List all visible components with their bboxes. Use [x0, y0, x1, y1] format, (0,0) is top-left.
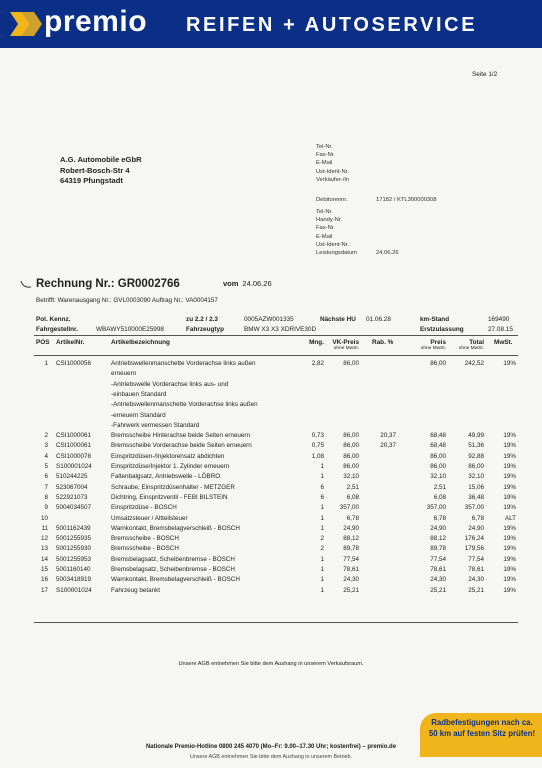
label-fax-2: Fax-Nr. — [316, 225, 336, 232]
cell-mwst: ALT — [504, 514, 516, 522]
cell-mwst: 19% — [503, 483, 516, 491]
hotline-text: Nationale Premio-Hotline 0800 245 4070 (Mo–Fr: 9.00–17.30 Uhr; kostenfrei) – premio.de — [145, 744, 397, 750]
label-ust-2: Ust-Ident-Nr. — [316, 241, 349, 248]
cell-total: 179,56 — [464, 545, 484, 553]
cell-mwst: 19% — [503, 576, 516, 584]
cell-art: 523067004 — [56, 483, 88, 491]
cell-pos: 11 — [41, 524, 48, 532]
cell-total: 36,48 — [468, 493, 484, 501]
label-ust: Ust-Ident-Nr. — [316, 168, 349, 175]
cell-vk: 86,00 — [343, 360, 359, 367]
scan-mark-icon — [20, 279, 32, 289]
label-leistungsdatum: Leistungsdatum — [316, 250, 357, 257]
col-mwst: MwSt. — [494, 339, 513, 346]
cell-total: 176,24 — [464, 535, 484, 543]
footer-agb: Unsere AGB entnehmen Sie bitte dem Aushang in unserem Betrieb. — [189, 754, 353, 760]
cell-art: CSI1000061 — [56, 442, 92, 450]
cell-vk: 357,00 — [339, 504, 359, 512]
cell-preis: 24,90 — [430, 524, 446, 532]
cell-mwst: 19% — [503, 524, 516, 532]
cell-pos: 17 — [40, 586, 48, 594]
cell-preis: 25,21 — [430, 586, 446, 594]
cell-mwst: 19% — [503, 493, 516, 501]
cell-total: 24,90 — [468, 524, 484, 532]
cell-pos: 1 — [44, 360, 48, 367]
cell-bez: Schraube, Einspritzdüsenhalter - METZGER — [111, 483, 235, 491]
table-header-rule — [34, 355, 518, 356]
cell-total: 32,10 — [468, 473, 484, 481]
cell-vk: 78,61 — [343, 566, 359, 573]
cell-pos: 8 — [44, 493, 48, 501]
invoice-date: 24.06.26 — [242, 279, 272, 288]
leistungsdatum-value: 24.06.26 — [376, 250, 399, 256]
cell-pos: 2 — [44, 432, 48, 440]
cell-preis: 77,54 — [430, 555, 446, 563]
cell-preis: 89,78 — [430, 545, 446, 553]
cell-mng: 6 — [320, 483, 324, 491]
label-verkaeufer: Verkäufer-/In — [316, 176, 350, 183]
brand-tagline: REIFEN + AUTOSERVICE — [186, 14, 478, 36]
cell-mwst: 19% — [503, 586, 516, 594]
cell-art: CSI1000078 — [56, 452, 92, 460]
cell-mng: 1 — [320, 504, 324, 512]
cell-art: 5001162439 — [56, 524, 91, 532]
cell-pos: 5 — [44, 463, 48, 470]
cell-bez: Einspritzdüse - BOSCH — [111, 504, 177, 512]
cell-mng: 1 — [320, 463, 324, 470]
cell-mng: 1 — [320, 586, 324, 594]
hu-label: Nächste HU — [320, 316, 356, 323]
cell-total: 6,78 — [471, 514, 484, 522]
cell-preis: 68,48 — [430, 432, 446, 440]
cell-preis: 32,10 — [430, 473, 446, 481]
cell-mwst: 19% — [503, 452, 516, 460]
cell-mwst: 19% — [503, 473, 516, 481]
cell-art: 510244225 — [56, 473, 88, 481]
cell-vk: 88,12 — [343, 535, 359, 543]
cell-vk: 86,00 — [343, 432, 359, 440]
cell-total: 92,88 — [468, 452, 484, 460]
cell-mwst: 19% — [503, 504, 516, 512]
cell-art: CSI1000061 — [56, 432, 92, 440]
cell-bez: Antriebswellenmanschette Vorderachse links außen — [111, 360, 256, 367]
cell-vk: 2,51 — [346, 483, 359, 491]
cell-bez: Warnkontakt, Bremsbelagverschleiß - BOSCH — [111, 576, 240, 584]
cell-bez: Einspritzdüse/Injektor 1. Zylinder erneuern — [111, 463, 230, 470]
cell-bez-continued: erneuern — [111, 370, 137, 378]
cell-art: S100001024 — [56, 463, 92, 470]
col-rabatt: Rab. % — [372, 339, 394, 346]
brand-logo-text: premio — [44, 5, 148, 38]
cell-bez-continued: -erneuern Standard — [111, 411, 166, 419]
cell-pos: 10 — [40, 514, 48, 522]
label-handy: Handy-Nr. — [316, 217, 343, 224]
table-bottom-rule — [34, 622, 518, 623]
cell-preis: 78,61 — [430, 566, 446, 573]
premio-logo-icon — [8, 8, 44, 40]
cell-pos: 4 — [44, 452, 48, 460]
cell-vk: 25,21 — [343, 586, 359, 594]
cell-vk: 86,00 — [343, 463, 359, 470]
cell-pos: 14 — [40, 555, 48, 563]
cell-mwst: 19% — [503, 463, 516, 470]
cell-vk: 6,78 — [346, 514, 359, 522]
cell-vk: 89,78 — [343, 545, 359, 553]
vom-label: vom — [223, 279, 239, 288]
typ-label: Fahrzeugtyp — [186, 326, 224, 333]
col-preis-label: Preis — [430, 339, 446, 346]
badge-text: Radbefestigungen nach ca. 50 km auf festen Sitz prüfen! — [428, 718, 536, 738]
cell-total: 15,06 — [468, 483, 484, 491]
col-menge: Mng. — [309, 339, 324, 346]
cell-mwst: 19% — [503, 360, 516, 367]
cell-total: 25,21 — [468, 586, 484, 594]
cell-mng: 1,08 — [311, 452, 324, 460]
ez-value: 27.08.15 — [488, 326, 513, 333]
cell-total: 49,99 — [468, 432, 484, 440]
betrifft-line: Betrifft: Warenausgang Nr.: GVL0003090 Auftrag Nr.: VA0004157 — [36, 297, 218, 304]
recipient-street: Robert-Bosch-Str 4 — [60, 165, 130, 175]
cell-preis: 357,00 — [426, 504, 446, 512]
cell-rab: 20,37 — [380, 432, 396, 440]
col-total-sub: ohne MwSt. — [458, 346, 484, 351]
cell-art: 5001160140 — [56, 566, 91, 573]
fg-value: WBAWY510000E25998 — [96, 326, 164, 333]
cell-vk: 24,90 — [343, 524, 359, 532]
cell-total: 86,00 — [468, 463, 484, 470]
cell-art: 522921073 — [56, 493, 88, 501]
cell-art: S100001024 — [56, 586, 92, 594]
cell-bez-continued: -einbauen Standard — [111, 390, 167, 398]
cell-preis: 6,08 — [433, 493, 446, 501]
cell-total: 357,00 — [464, 504, 484, 512]
wheel-check-badge — [420, 713, 542, 757]
cell-art: 5001255930 — [56, 545, 92, 553]
cell-mng: 0,73 — [311, 432, 324, 440]
cell-bez-continued: -Antriebswelle Vorderachse links aus- und — [111, 380, 229, 388]
cell-rab: 20,37 — [380, 442, 396, 450]
col-artikelnr: ArtikelNr. — [56, 339, 85, 346]
cell-pos: 9 — [44, 504, 48, 512]
col-total-label: Total — [469, 339, 484, 346]
cell-pos: 15 — [40, 566, 48, 573]
cell-mng: 2 — [320, 535, 324, 543]
cell-total: 77,54 — [468, 555, 484, 563]
cell-vk: 24,30 — [343, 576, 359, 584]
ez-label: Erstzulassung — [420, 326, 464, 333]
recipient-name: A.G. Automobile eGbR — [60, 155, 142, 164]
cell-preis: 68,48 — [430, 442, 446, 450]
zu-label: zu 2.2 / 2.3 — [186, 316, 218, 323]
table-top-rule — [34, 335, 518, 336]
cell-bez: Warnkontakt, Bremsbelagverschleiß - BOSCH — [111, 524, 240, 532]
cell-art: 5001255935 — [56, 535, 92, 543]
agb-note: Unsere AGB entnehmen Sie bitte dem Aushang in unserem Verkaufsraum. — [178, 661, 364, 667]
cell-vk: 86,00 — [343, 452, 359, 460]
recipient-address — [60, 155, 142, 187]
col-bezeichnung: Artikelbezeichnung — [111, 339, 170, 346]
cell-bez: Faltenbalgsatz, Antriebswelle - LÖBRO — [111, 473, 221, 481]
cell-mwst: 19% — [503, 432, 516, 440]
invoice-title: Rechnung Nr.: GR0002766 — [36, 278, 180, 290]
cell-mng: 1 — [320, 566, 324, 573]
cell-bez: Bremsscheibe Vorderachse beide Seiten erneuern — [111, 442, 252, 450]
kennz-label: Pol. Kennz. — [36, 316, 71, 323]
cell-mwst: 19% — [503, 555, 516, 563]
invoice-date-line — [223, 279, 272, 288]
cell-bez-continued: -Fahrwerk vermessen Standard — [111, 421, 200, 429]
col-preis — [412, 339, 446, 351]
cell-mng: 1 — [320, 473, 324, 481]
col-vkpreis-sub: ohne MwSt. — [333, 346, 359, 351]
cell-preis: 86,00 — [430, 452, 446, 460]
col-vkpreis — [325, 339, 359, 351]
cell-vk: 6,08 — [346, 493, 359, 501]
cell-total: 24,30 — [468, 576, 484, 584]
cell-pos: 7 — [44, 483, 48, 491]
label-tel-2: Tel-Nr. — [316, 209, 333, 215]
cell-bez: Dichtring, Einspritzventil - FEBI BILSTEIN — [111, 493, 228, 501]
col-vkpreis-label: VK-Preis — [332, 339, 359, 346]
cell-mng: 2,82 — [311, 360, 324, 367]
cell-total: 78,61 — [468, 566, 484, 573]
cell-mwst: 19% — [503, 442, 516, 450]
cell-pos: 3 — [44, 442, 48, 450]
hu-value: 01.06.28 — [366, 316, 391, 323]
col-pos: POS — [36, 339, 50, 346]
cell-art: 5003418919 — [56, 576, 92, 584]
cell-pos: 12 — [40, 535, 48, 543]
zu-value: 0005AZW001335 — [244, 316, 294, 323]
cell-mwst: 19% — [503, 566, 516, 573]
cell-mng: 2 — [320, 545, 324, 553]
label-email: E-Mail — [316, 160, 333, 167]
cell-mng: 1 — [320, 524, 324, 532]
cell-vk: 86,00 — [343, 442, 359, 450]
cell-bez: Bremsscheibe - BOSCH — [111, 535, 179, 543]
label-fax: Fax-Nr. — [316, 152, 336, 159]
recipient-city: 64319 Pfungstadt — [60, 176, 123, 185]
cell-preis: 6,78 — [433, 514, 446, 522]
cell-mng: 0,75 — [311, 442, 324, 450]
contact2-labels — [316, 208, 357, 257]
cell-art: CSI1000056 — [56, 360, 92, 367]
debitor-value: 17182 / KTL300000308 — [376, 197, 437, 203]
cell-mwst: 19% — [503, 535, 516, 543]
cell-bez: Einspritzdüsen-/Injektorensatz abdichten — [111, 452, 225, 460]
cell-mng: 1 — [320, 514, 324, 522]
cell-vk: 32,10 — [343, 473, 359, 481]
label-tel: Tel-Nr. — [316, 144, 333, 150]
label-email-2: E-Mail — [316, 233, 333, 240]
km-value: 169490 — [488, 316, 510, 323]
col-preis-sub: ohne MwSt. — [420, 346, 446, 351]
brand-header — [0, 0, 542, 48]
cell-pos: 16 — [40, 576, 48, 584]
debitor-label: Debitorennr. — [316, 197, 348, 203]
cell-bez: Bremsbelagsatz, Scheibenbremse - BOSCH — [111, 555, 235, 563]
cell-art: 5004034507 — [56, 504, 92, 512]
page-number: Seite 1/2 — [472, 71, 498, 78]
cell-mng: 1 — [320, 576, 324, 584]
cell-total: 51,36 — [468, 442, 484, 450]
cell-bez: Fahrzeug betankt — [111, 586, 161, 594]
cell-preis: 2,51 — [433, 483, 446, 491]
cell-bez: Bremsscheibe Hinterachse beide Seiten erneuern — [111, 432, 250, 440]
cell-vk: 77,54 — [343, 555, 359, 563]
fg-label: Fahrgestellnr. — [36, 326, 78, 333]
cell-mwst: 19% — [503, 545, 516, 553]
col-total — [450, 339, 484, 351]
cell-preis: 86,00 — [430, 463, 446, 470]
cell-mng: 1 — [320, 555, 324, 563]
cell-bez-continued: -Antriebswellenmanschette Vorderachse links außen — [111, 401, 258, 409]
cell-preis: 24,30 — [430, 576, 446, 584]
cell-bez: Umsatzsteuer / Altteilsteuer — [111, 514, 188, 522]
cell-total: 242,52 — [464, 360, 484, 367]
cell-mng: 6 — [320, 493, 324, 501]
cell-bez: Bremsscheibe - BOSCH — [111, 545, 179, 553]
km-label: km-Stand — [420, 316, 450, 323]
cell-pos: 6 — [44, 473, 48, 481]
cell-art: 5001255953 — [56, 555, 92, 563]
typ-value: BMW X3 X3 XDRIVE30D — [244, 326, 317, 333]
cell-pos: 13 — [40, 545, 48, 553]
cell-preis: 86,00 — [430, 360, 446, 367]
contact-labels — [316, 143, 349, 184]
cell-bez: Bremsbelagsatz, Scheibenbremse - BOSCH — [111, 566, 235, 573]
cell-preis: 88,12 — [430, 535, 446, 543]
